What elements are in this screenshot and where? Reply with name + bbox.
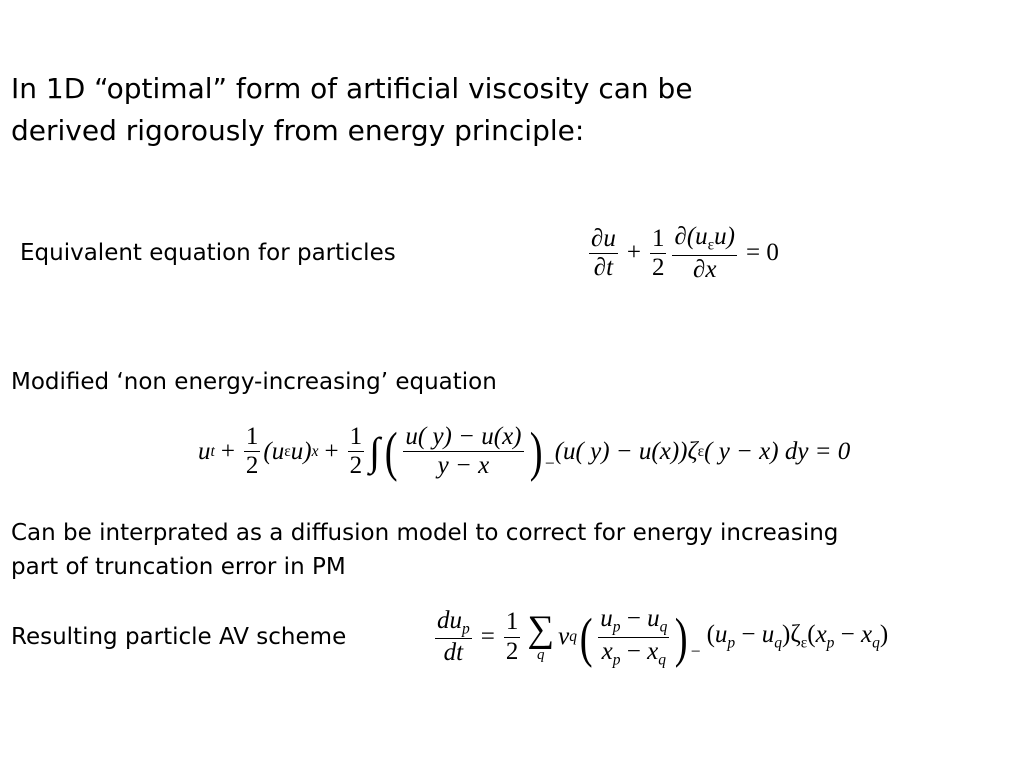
frac-one-half: $\frac{1}{2}$: [651, 224, 665, 281]
label-resulting-scheme: Resulting particle AV scheme: [11, 624, 347, 650]
frac-du-dt: $\frac{\partial u}{\partial t}$: [591, 224, 616, 281]
label-equivalent-equation: Equivalent equation for particles: [20, 240, 396, 266]
equation-equivalent: $\frac{\partial u}{\partial t}$ + $\frac{1}{2}$ $\frac{\partial(u_\varepsilon u)}{\partial x}$ = 0: [591, 223, 779, 283]
heading-line-1: In 1D “optimal” form of artificial viscosity can be: [11, 72, 693, 105]
equation-modified: u t + $\frac{1}{2}$ (u ε u) x + $\frac{1}{2}$ ∫ ( $\frac{u( y) - u(x)}{y - x}$ ) − (u( y) − u(x))ζ ε ( y − x) dy = 0: [198, 421, 851, 483]
heading-line-2: derived rigorously from energy principle:: [11, 114, 585, 147]
interpretation-line-2: part of truncation error in PM: [11, 554, 346, 580]
interpretation-line-1: Can be interprated as a diffusion model to correct for energy increasing: [11, 520, 839, 546]
summation-symbol: ∑ q: [527, 608, 555, 664]
label-modified-equation: Modified ‘non energy-increasing’ equation: [11, 369, 497, 395]
equation-particle-av: $\frac{du_p}{dt}$ = $\frac{1}{2}$ ∑ q v q ( $\frac{u_p - u_q}{x_p - x_q}$ ) − $(u_p - u_q)\zeta_\varepsilon(x_p - x_q)$: [437, 605, 889, 669]
frac-flux: $\frac{\partial(u_\varepsilon u)}{\partial x}$: [674, 223, 735, 283]
label-interpretation: [11, 516, 838, 584]
slide-heading: [11, 68, 693, 152]
